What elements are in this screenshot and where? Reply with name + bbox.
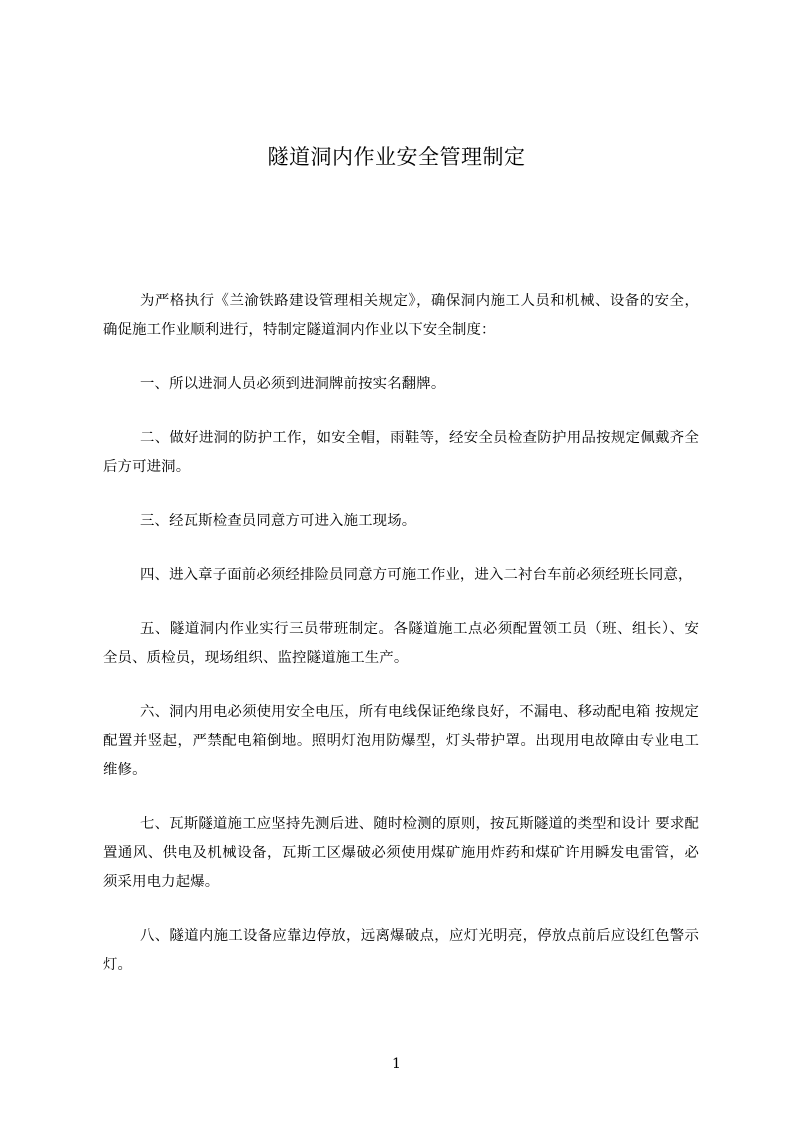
rule-item-7: 七、瓦斯隧道施工应坚持先测后进、随时检测的原则，按瓦斯隧道的类型和设计 要求配置通风、供电及机械设备，瓦斯工区爆破必须使用煤矿施用炸药和煤矿许用瞬发电雷管，必须采用电力起爆。 <box>103 816 699 890</box>
rule-item-4: 四、进入章子面前必须经排险员同意方可施工作业，进入二衬台车前必须经班长同意， <box>140 567 693 583</box>
document-body <box>103 287 699 980</box>
document-title: 隧道洞内作业安全管理制定 <box>267 145 526 169</box>
intro-paragraph: 为严格执行《兰渝铁路建设管理相关规定》，确保洞内施工人员和机械、设备的安全，确促施工作业顺利进行，特制定隧道洞内作业以下安全制度： <box>103 293 699 338</box>
rule-item-6: 六、洞内用电必须使用安全电压，所有电线保证绝缘良好，不漏电、移动配电箱 按规定配置并竖起，严禁配电箱倒地。照明灯泡用防爆型，灯头带护罩。出现用电故障由专业电工维修。 <box>103 704 699 778</box>
rule-item-2: 二、做好进洞的防护工作，如安全帽，雨鞋等，经安全员检查防护用品按规定佩戴齐全后方可进洞。 <box>103 430 699 475</box>
rule-item-8: 八、隧道内施工设备应靠边停放，远离爆破点，应灯光明亮，停放点前后应设红色警示灯。 <box>103 928 699 973</box>
page-number: 1 <box>392 1056 401 1072</box>
rule-item-3: 三、经瓦斯检查员同意方可进入施工现场。 <box>140 513 417 529</box>
rule-item-1: 一、所以进洞人员必须到进洞牌前按实名翻牌。 <box>140 376 446 392</box>
rule-item-5: 五、隧道洞内作业实行三员带班制定。各隧道施工点必须配置领工员（班、组长）、安全员、质检员，现场组织、监控隧道施工生产。 <box>103 621 699 666</box>
